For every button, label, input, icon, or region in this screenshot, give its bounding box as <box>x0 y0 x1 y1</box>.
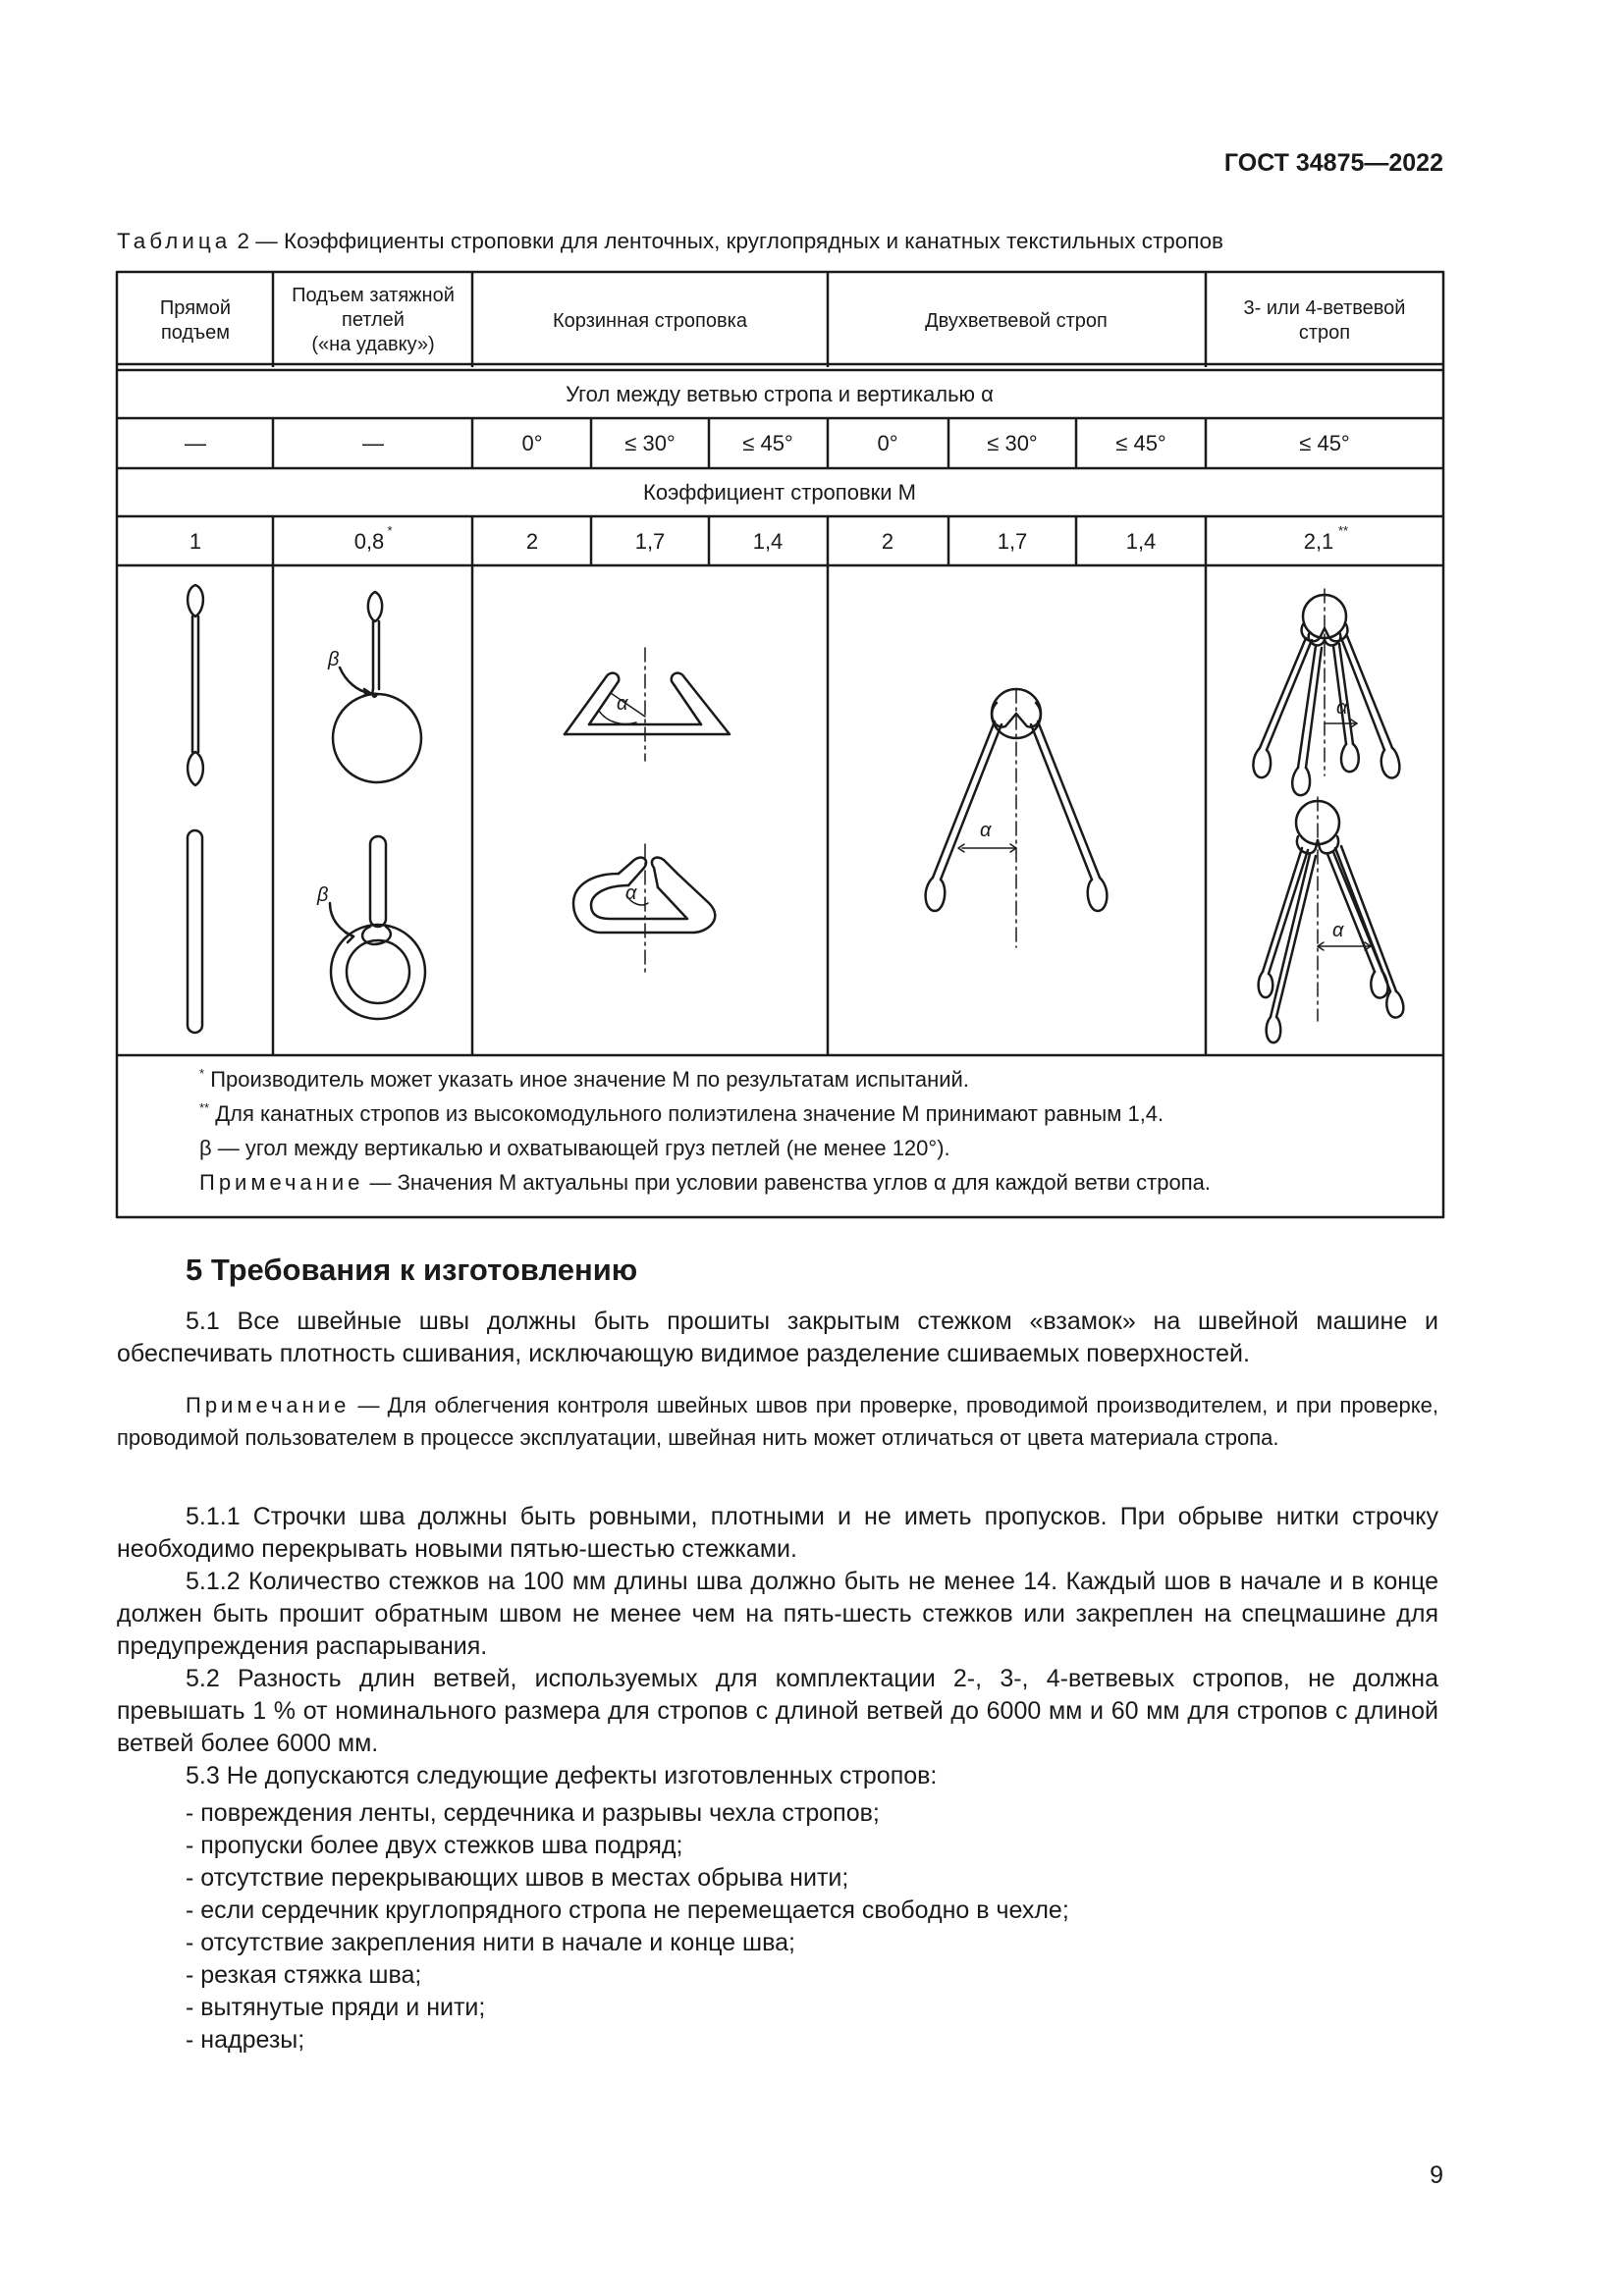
multi-leg-sling-diagram-bottom <box>1259 797 1404 1042</box>
col-header-choke-3: («на удавку») <box>311 334 435 355</box>
paragraph-text: 5.1 Все швейные швы должны быть прошиты закрытым стежком «взамок» на швейной машине и обеспечивать плотность сшивания, исключающую видимое разделение сшиваемых поверхностей. <box>117 1308 1438 1367</box>
coef-cell: 1 <box>189 529 202 554</box>
multi-leg-sling-diagram-top <box>1253 589 1399 795</box>
paragraph-5-1-2: 5.1.2 Количество стежков на 100 мм длины шва должно быть не менее 14. Каждый шов в начале и в конце должен быть прошит обратным швом не менее чем на пять-шесть стежков или закреплен на спецмашине для предупреждения распарывания. <box>117 1568 1438 1660</box>
list-item: - вытянутые пряди и нити; <box>186 1994 486 2021</box>
coef-mark: ** <box>1337 523 1349 538</box>
choke-lift-diagram-top <box>333 592 421 782</box>
list-item: - резкая стяжка шва; <box>186 1961 422 1989</box>
list-item: - надрезы; <box>186 2026 305 2054</box>
list-item: - отсутствие закрепления нити в начале и конце шва; <box>186 1929 795 1956</box>
list-item: - отсутствие перекрывающих швов в местах обрыва нити; <box>186 1864 849 1892</box>
coef-cell: 1,7 <box>634 529 666 554</box>
beta-label: β <box>328 649 340 670</box>
note-text: — Значения M актуальны при условии равенства углов α для каждой ветви стропа. <box>369 1170 1211 1195</box>
col-header-multi-leg-2: строп <box>1298 322 1351 344</box>
defects-list <box>186 1797 1069 2056</box>
table-note <box>199 1165 1211 1200</box>
paragraph-5-3: 5.3 Не допускаются следующие дефекты изготовленных стропов: <box>186 1762 938 1789</box>
coef-cell: 1,4 <box>1125 529 1157 554</box>
beta-definition: β — угол между вертикалью и охватывающей груз петлей (не менее 120°). <box>199 1136 950 1160</box>
page-number: 9 <box>1430 2162 1443 2189</box>
coef-row-title <box>643 480 916 505</box>
angle-cell: ≤ 45° <box>1299 431 1350 455</box>
table-caption-label: Таблица <box>117 229 232 253</box>
document-code: ГОСТ 34875—2022 <box>1223 149 1443 177</box>
coef-mark: * <box>387 523 393 538</box>
angle-cell: 0° <box>877 431 898 455</box>
coef-row-title-text: Коэффициент строповки M <box>643 480 916 505</box>
angle-cell: ≤ 30° <box>624 431 676 455</box>
two-leg-sling-diagram <box>926 689 1108 947</box>
choke-lift-diagram-bottom <box>330 836 425 1019</box>
note-label: Примечание <box>186 1393 351 1417</box>
col-header-basket: Корзинная строповка <box>553 310 747 332</box>
angle-cell: 0° <box>521 431 543 455</box>
angle-cell: ≤ 30° <box>987 431 1038 455</box>
list-item: - пропуски более двух стежков шва подряд; <box>186 1832 683 1859</box>
alpha-label: α <box>1336 697 1348 719</box>
manufacturing-note <box>117 1389 1438 1454</box>
alpha-label: α <box>617 693 628 715</box>
alpha-label: α <box>1332 920 1344 941</box>
coef-cell: 2 <box>881 529 894 554</box>
col-header-two-leg: Двухветвевой строп <box>925 310 1108 332</box>
footnote-2 <box>199 1096 1211 1131</box>
paragraphs-5-1-1-to-5-3 <box>117 1501 1438 1792</box>
angle-cell: — <box>362 431 384 455</box>
footnote-text: Для канатных стропов из высокомодульного полиэтилена значение M принимают равным 1,4. <box>215 1101 1164 1126</box>
coef-cell: 2,1 <box>1303 529 1334 554</box>
col-header-direct-2: подъем <box>160 322 231 344</box>
paragraph-5-1-1: 5.1.1 Строчки шва должны быть ровными, плотными и не иметь пропусков. При обрыве нитки строчку необходимо перекрывать новыми пятью-шестью стежками. <box>117 1503 1438 1563</box>
section-heading: 5 Требования к изготовлению <box>186 1253 638 1287</box>
alpha-label: α <box>980 820 992 841</box>
list-item: - если сердечник круглопрядного стропа не перемещается свободно в чехле; <box>186 1896 1069 1924</box>
angle-cell: ≤ 45° <box>1115 431 1166 455</box>
note-label: Примечание <box>199 1170 364 1195</box>
footnote-mark: ** <box>199 1100 210 1115</box>
paragraph-5-1 <box>117 1306 1438 1370</box>
footnote-1 <box>199 1062 1211 1096</box>
table-footnotes <box>199 1062 1211 1200</box>
coef-cell: 1,4 <box>752 529 784 554</box>
list-item: - повреждения ленты, сердечника и разрывы чехла стропов; <box>186 1799 880 1827</box>
paragraph-5-2: 5.2 Разность длин ветвей, используемых для комплектации 2-, 3-, 4-ветвевых стропов, не должна превышать 1 % от номинального размера для стропов с длиной ветвей до 6000 мм и 60 мм для стропов с длиной ветвей более 6000 мм. <box>117 1665 1438 1757</box>
footnote-text: Производитель может указать иное значение M по результатам испытаний. <box>210 1067 969 1092</box>
angle-cell: ≤ 45° <box>742 431 793 455</box>
angle-row-title: Угол между ветвью стропа и вертикалью α <box>566 382 994 406</box>
coef-cell: 2 <box>525 529 539 554</box>
note-paragraph <box>117 1389 1438 1454</box>
angle-cell: — <box>185 431 206 455</box>
col-header-direct-1: Прямой <box>159 297 232 319</box>
coef-cell: 1,7 <box>997 529 1028 554</box>
note-text: — Для облегчения контроля швейных швов при проверке, проводимой производителем, и при проверке, проводимой пользователем в процессе эксплуатации, швейная нить может отличаться от цвета материала стропа. <box>117 1393 1438 1450</box>
table-caption-text: 2 — Коэффициенты строповки для ленточных, круглопрядных и канатных текстильных стропов <box>237 229 1223 253</box>
basket-lift-diagram-top <box>565 648 730 761</box>
col-header-choke-2: петлей <box>342 309 405 331</box>
col-header-multi-leg-1: 3- или 4-ветвевой <box>1243 297 1406 319</box>
alpha-label: α <box>625 882 637 904</box>
beta-label: β <box>317 884 329 906</box>
coef-cell: 0,8 <box>353 529 385 554</box>
basket-lift-diagram-bottom <box>573 844 715 972</box>
direct-lift-sling-diagram <box>188 585 203 1033</box>
col-header-choke-1: Подъем затяжной <box>292 285 455 306</box>
footnote-mark: * <box>199 1066 205 1081</box>
